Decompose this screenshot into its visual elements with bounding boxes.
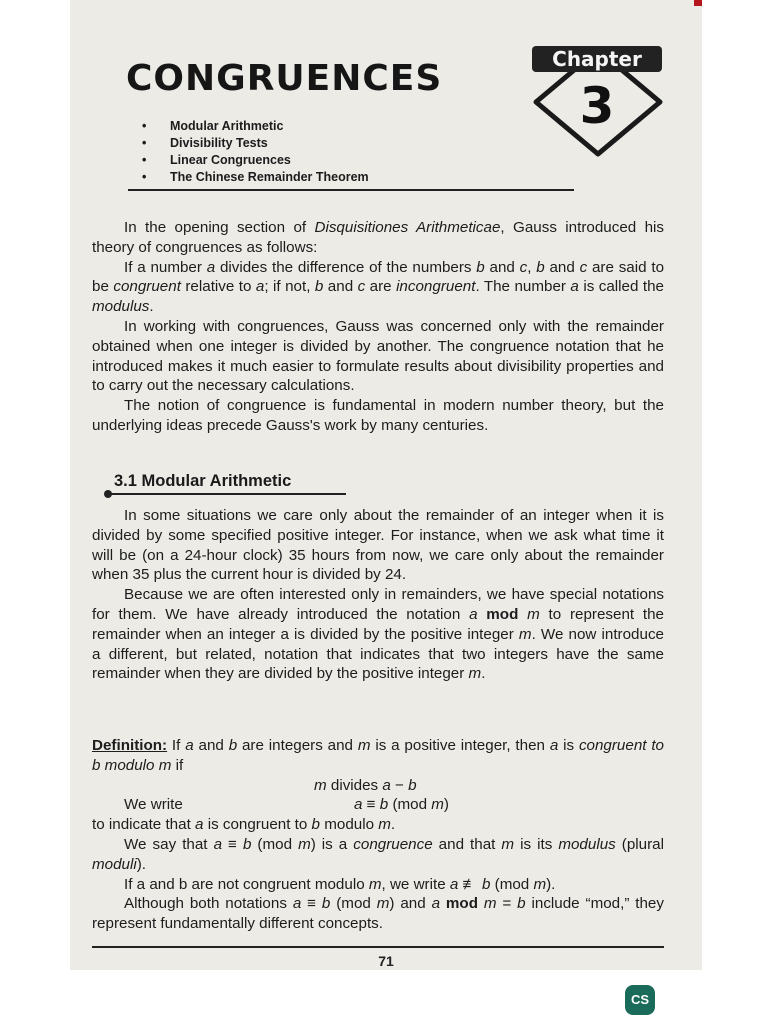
we-write-line: We write a ≡ b (mod m) — [124, 796, 449, 814]
topic-item: • Modular Arithmetic — [142, 118, 369, 135]
section-paragraph: In some situations we care only about the remainder of an integer when it is divided by some specified positive integer. For instance, when we ask what time it will be (on a 24-hour clock) 35 hours from now, we care only about the remainder when 35 plus the current hour is divided by 24. — [92, 507, 664, 584]
intro-paragraph: The notion of congruence is fundamental in modern number theory, but the underlying ideas precede Gauss's work by many centuries. — [92, 397, 664, 434]
chapter-title: CONGRUENCES — [126, 58, 443, 99]
intro-text — [92, 218, 664, 436]
corner-mark — [694, 0, 702, 6]
intro-paragraph: In working with congruences, Gauss was concerned only with the remainder obtained when one integer is divided by another. The congruence notation that he introduced makes it much easier to formulate results about divisibility properties and to carry out the necessary calculations. — [92, 317, 664, 395]
footer-rule — [92, 946, 664, 948]
indicate-text: to indicate that a is congruent to b modulo m. — [92, 816, 396, 834]
definition-text: Definition: If a and b are integers and m is a positive integer, then a is congruent to b modulo m if — [92, 737, 664, 774]
section-text — [92, 506, 664, 684]
topic-item: • Linear Congruences — [142, 152, 369, 169]
topic-list — [142, 118, 369, 186]
chapter-badge — [532, 44, 664, 160]
header-rule — [128, 189, 574, 191]
notation-paragraph: Although both notations a ≡ b (mod m) and a mod m = b include “mod,” they represent fundamentally different concepts. — [92, 895, 664, 933]
section-paragraph: Because we are often interested only in remainders, we have special notations for them. We have already introduced the notation a mod m to represent the remainder when an integer a is divided by the positive integer m. We now introduce a different, but related, notation that indicates that two integers have the same remainder when they are divided by the positive integer m. — [92, 586, 664, 683]
scanned-page — [70, 0, 702, 970]
chapter-label: Chapter — [532, 46, 662, 72]
topic-item: • Divisibility Tests — [142, 135, 369, 152]
intro-paragraph: In the opening section of Disquisitiones Arithmeticae, Gauss introduced his theory of congruences as follows: — [92, 219, 664, 256]
camscanner-logo-icon: CS — [625, 985, 655, 1015]
incongruent-paragraph: If a and b are not congruent modulo m, we write a ≢ b (mod m). — [124, 875, 556, 893]
definition-label: Definition: — [92, 737, 168, 754]
congruence-formula: a ≡ b (mod m) — [354, 796, 449, 814]
section-rule — [108, 493, 346, 495]
congruence-paragraph: We say that a ≡ b (mod m) is a congruence and that m is its modulus (plural moduli). — [92, 835, 664, 873]
definition-block — [92, 736, 664, 934]
chapter-number: 3 — [579, 77, 615, 135]
gauss-quote: If a number a divides the difference of the numbers b and c, b and c are said to be congruent relative to a; if not, b and c are incongruent. The number a is called the modulus. — [92, 258, 665, 316]
topic-item: • The Chinese Remainder Theorem — [142, 169, 369, 186]
page-number: 71 — [378, 953, 394, 969]
divides-formula: m divides a − b — [314, 776, 417, 794]
section-heading: 3.1 Modular Arithmetic — [114, 472, 292, 490]
